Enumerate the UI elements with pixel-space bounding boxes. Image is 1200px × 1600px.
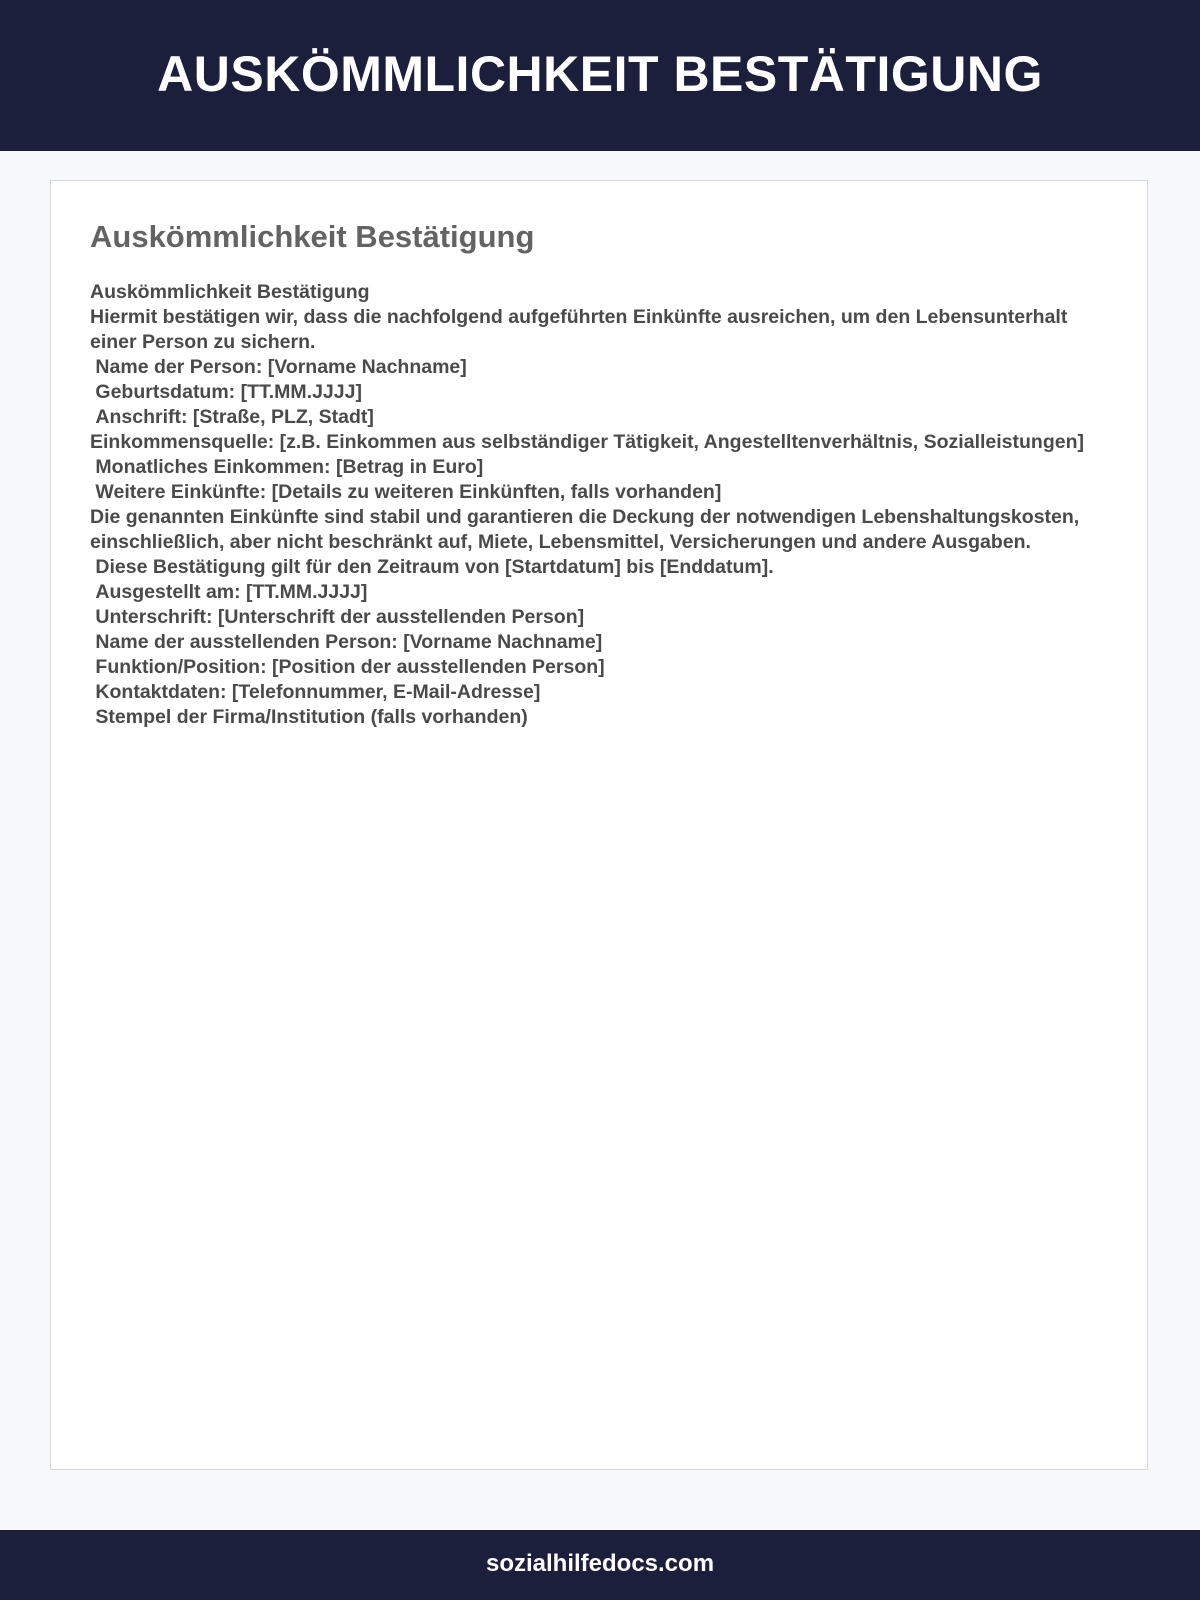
document-line: Geburtsdatum: [TT.MM.JJJJ] [90,381,362,403]
document-line: Auskömmlichkeit Bestätigung [90,281,370,303]
document-card [50,180,1148,1470]
document-line: Unterschrift: [Unterschrift der ausstellenden Person] [90,606,585,628]
document-line: Funktion/Position: [Position der ausstellenden Person] [90,656,605,678]
document-line: Name der ausstellenden Person: [Vorname Nachname] [90,631,603,653]
document-line: Hiermit bestätigen wir, dass die nachfolgend aufgeführten Einkünfte ausreichen, um den Lebensunterhalt einer Person zu sichern. [90,306,1073,353]
document-body [90,280,1100,730]
document-line: Anschrift: [Straße, PLZ, Stadt] [90,406,374,428]
footer-banner [0,1530,1200,1600]
footer-site-name: sozialhilfedocs.com [485,1550,715,1577]
document-line: Monatliches Einkommen: [Betrag in Euro] [90,456,484,478]
document-line: Name der Person: [Vorname Nachname] [90,356,467,378]
document-line: Kontaktdaten: [Telefonnummer, E-Mail-Adresse] [90,681,541,703]
document-line: Ausgestellt am: [TT.MM.JJJJ] [90,581,368,603]
document-line: Einkommensquelle: [z.B. Einkommen aus selbständiger Tätigkeit, Angestelltenverhältnis, Sozialleistungen] [90,431,1084,453]
banner-title: AUSKÖMMLICHKEIT BESTÄTIGUNG [157,45,1043,102]
document-heading: Auskömmlichkeit Bestätigung [90,219,535,254]
header-banner [0,0,1200,151]
document-line: Diese Bestätigung gilt für den Zeitraum von [Startdatum] bis [Enddatum]. [90,556,774,578]
document-line: Weitere Einkünfte: [Details zu weiteren Einkünften, falls vorhanden] [90,481,722,503]
document-line: Die genannten Einkünfte sind stabil und garantieren die Deckung der notwendigen Lebenshaltungskosten, einschließlich, aber nicht beschränkt auf, Miete, Lebensmittel, Versicherungen und andere Ausgaben. [90,506,1085,553]
document-line: Stempel der Firma/Institution (falls vorhanden) [90,706,528,728]
